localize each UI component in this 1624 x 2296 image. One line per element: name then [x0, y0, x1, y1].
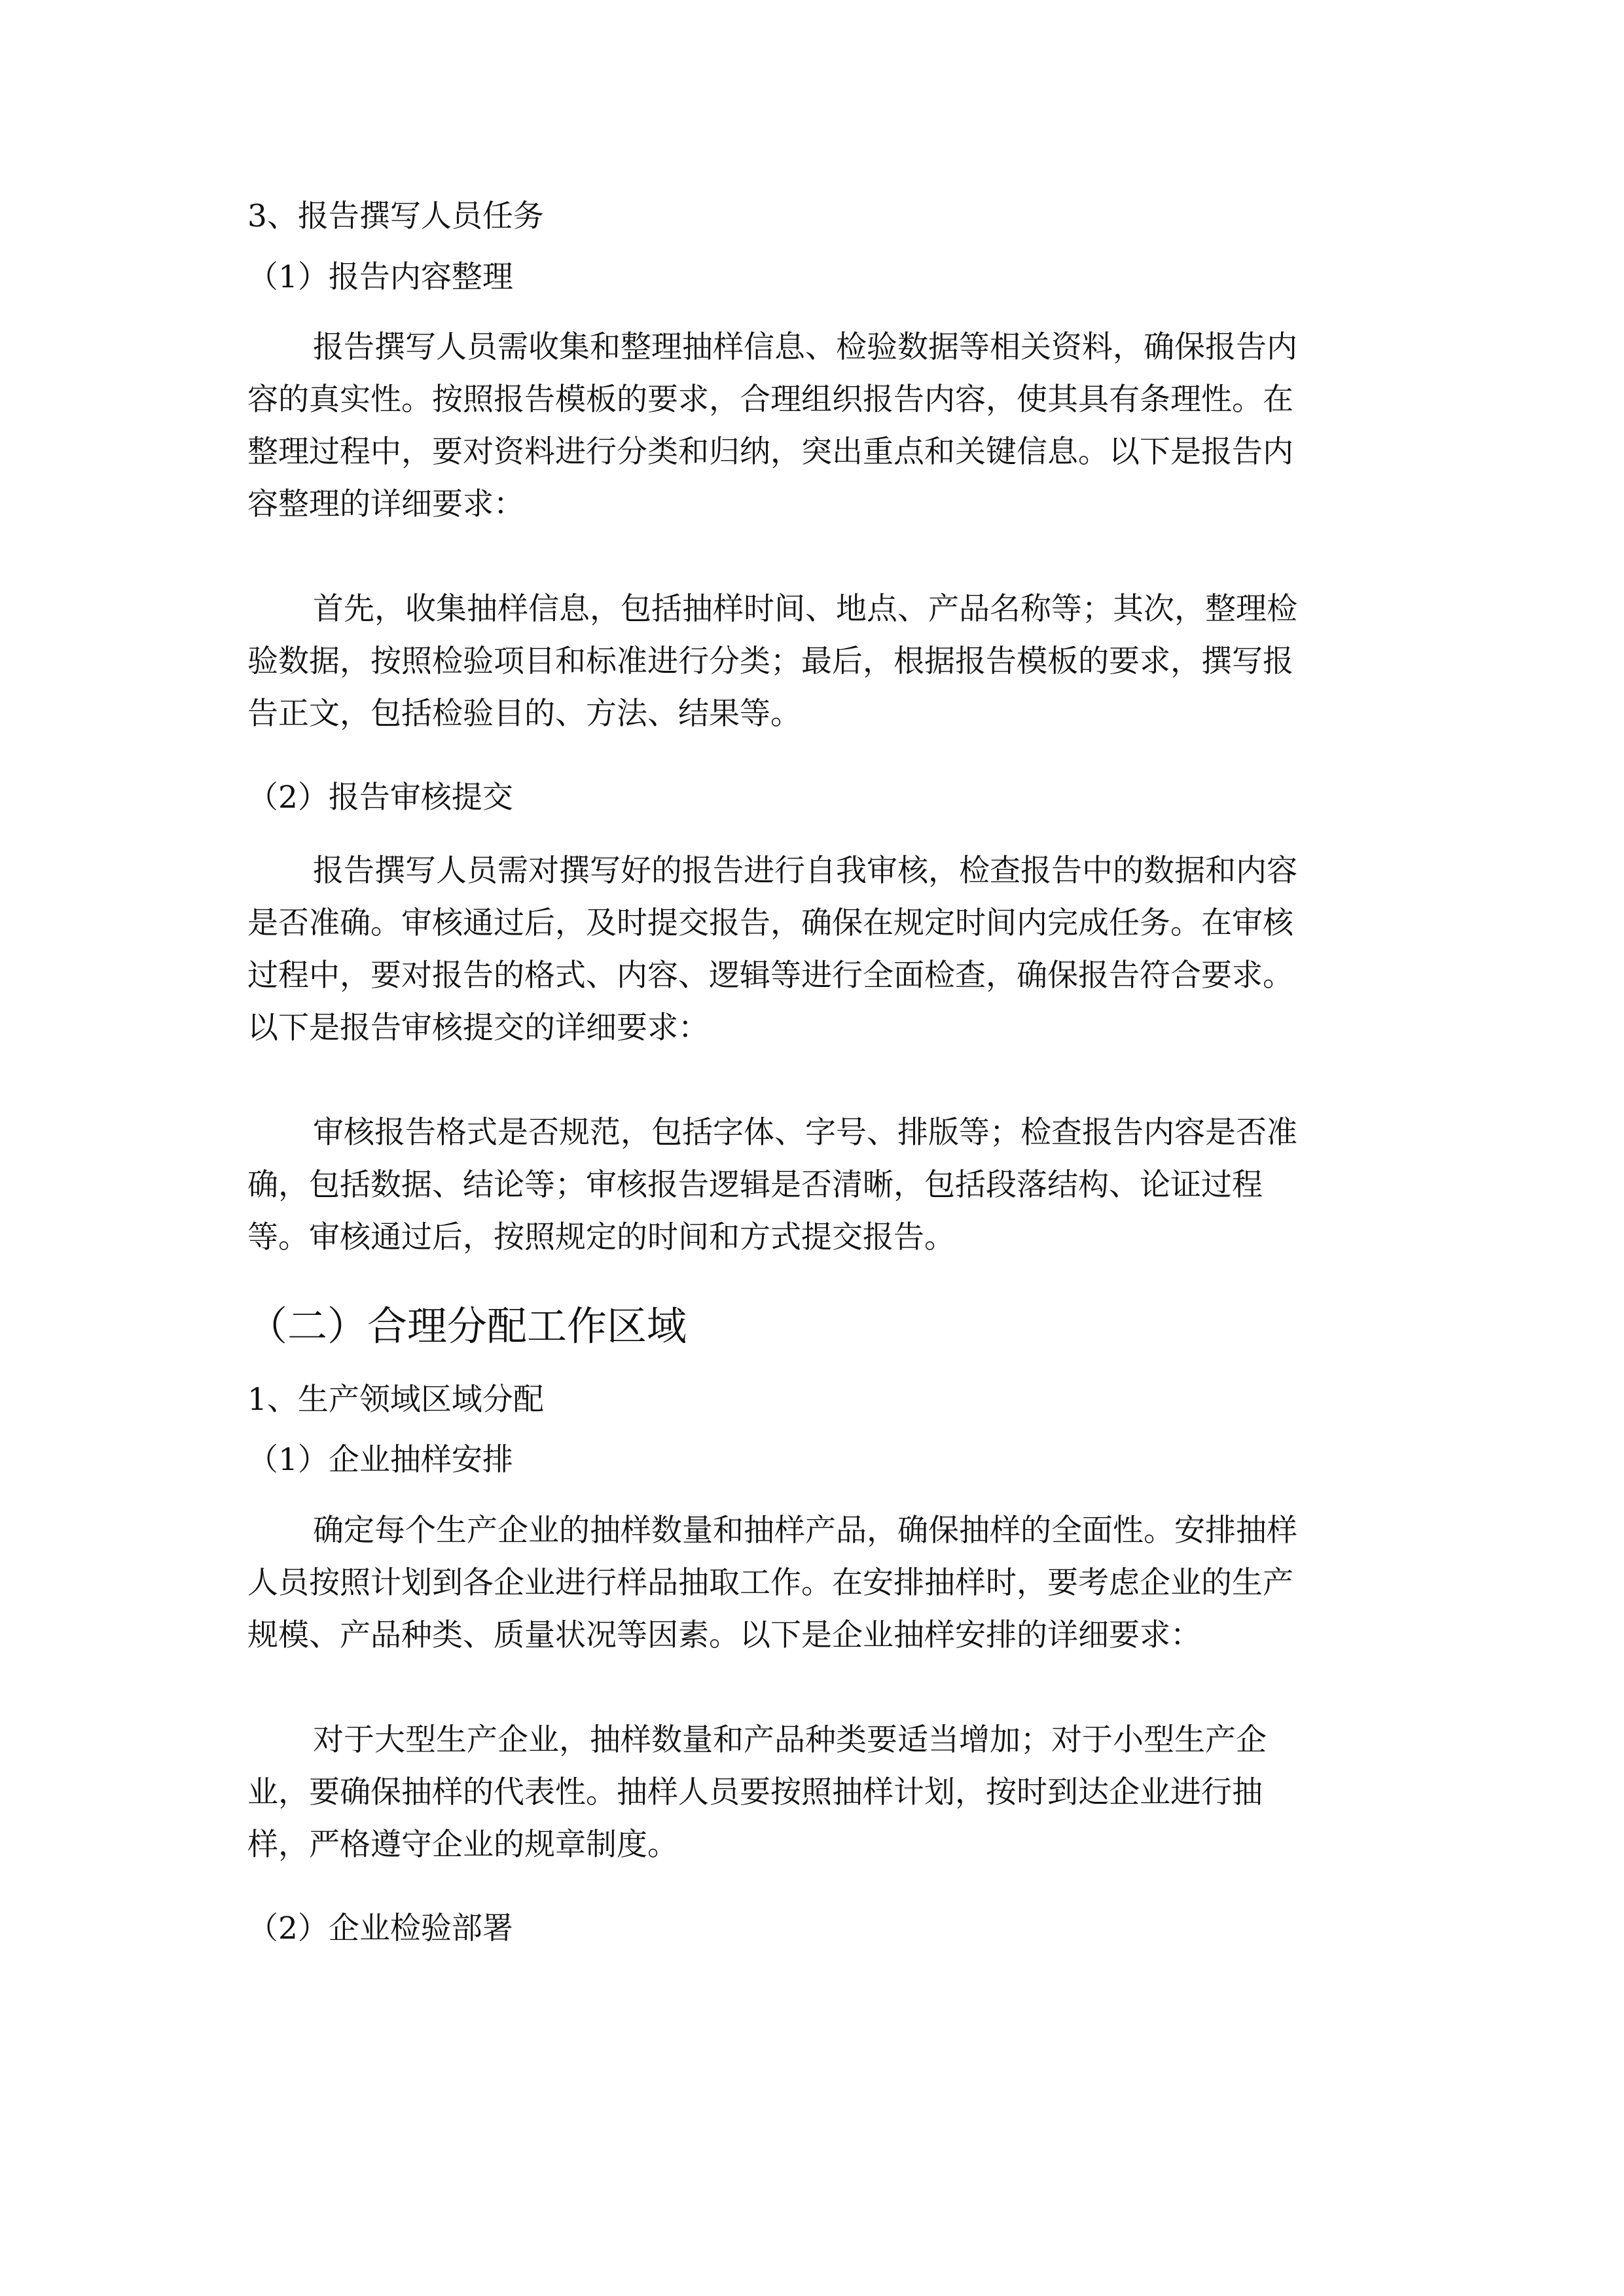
paragraph-line: 报告撰写人员需对撰写好的报告进行自我审核，检查报告中的数据和内容 — [313, 853, 1297, 889]
paragraph-line: 确，包括数据、结论等；审核报告逻辑是否清晰，包括段落结构、论证过程 — [247, 1167, 1263, 1203]
paragraph-line: 验数据，按照检验项目和标准进行分类；最后，根据报告模板的要求，撰写报 — [247, 643, 1293, 679]
paragraph-line: 等。审核通过后，按照规定的时间和方式提交报告。 — [247, 1219, 955, 1255]
subheading-sampling-arrangement: （1）企业抽样安排 — [247, 1442, 513, 1478]
paragraph-line: 容整理的详细要求： — [247, 486, 524, 522]
paragraph-line: 样，严格遵守企业的规章制度。 — [247, 1827, 678, 1863]
paragraph-line: 确定每个生产企业的抽样数量和抽样产品，确保抽样的全面性。安排抽样 — [313, 1513, 1297, 1549]
paragraph-line: 业，要确保抽样的代表性。抽样人员要按照抽样计划，按时到达企业进行抽 — [247, 1774, 1263, 1810]
paragraph-line: 是否准确。审核通过后，及时提交报告，确保在规定时间内完成任务。在审核 — [247, 905, 1293, 941]
paragraph-line: 对于大型生产企业，抽样数量和产品种类要适当增加；对于小型生产企 — [313, 1722, 1267, 1758]
paragraph-line: 首先，收集抽样信息，包括抽样时间、地点、产品名称等；其次，整理检 — [313, 591, 1297, 627]
subheading-inspection-deployment: （2）企业检验部署 — [247, 1910, 513, 1946]
subheading-content-organization: （1）报告内容整理 — [247, 259, 513, 295]
paragraph-line: 告正文，包括检验目的、方法、结果等。 — [247, 696, 801, 732]
subheading-review-submit: （2）报告审核提交 — [247, 780, 513, 816]
paragraph-line: 报告撰写人员需收集和整理抽样信息、检验数据等相关资料，确保报告内 — [313, 329, 1297, 365]
paragraph-line: 审核报告格式是否规范，包括字体、字号、排版等；检查报告内容是否准 — [313, 1115, 1297, 1151]
paragraph-line: 规模、产品种类、质量状况等因素。以下是企业抽样安排的详细要求： — [247, 1617, 1201, 1653]
paragraph-line: 过程中，要对报告的格式、内容、逻辑等进行全面检查，确保报告符合要求。 — [247, 958, 1293, 994]
paragraph-line: 以下是报告审核提交的详细要求： — [247, 1010, 709, 1046]
paragraph-line: 人员按照计划到各企业进行样品抽取工作。在安排抽样时，要考虑企业的生产 — [247, 1565, 1293, 1601]
paragraph-line: 容的真实性。按照报告模板的要求，合理组织报告内容，使其具有条理性。在 — [247, 382, 1293, 418]
paragraph-line: 整理过程中，要对资料进行分类和归纳，突出重点和关键信息。以下是报告内 — [247, 434, 1293, 470]
section-heading-work-areas: （二）合理分配工作区域 — [247, 1303, 687, 1350]
heading-production-area: 1、生产领域区域分配 — [247, 1382, 544, 1418]
heading-report-writer-tasks: 3、报告撰写人员任务 — [247, 198, 544, 234]
